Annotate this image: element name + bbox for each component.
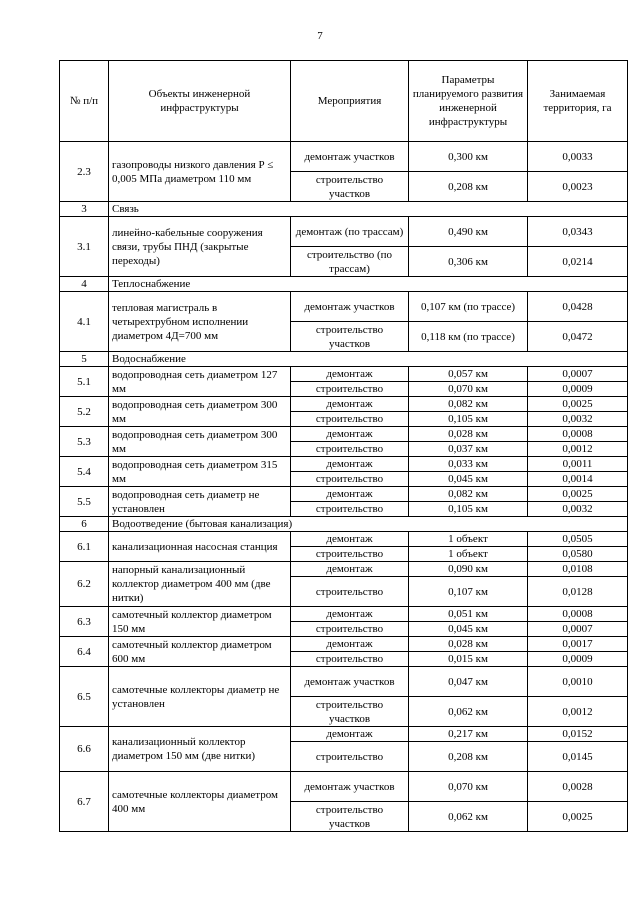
section-row (60, 352, 628, 367)
item-territory: 0,0008 (528, 427, 628, 442)
item-action: строительство (291, 622, 409, 637)
table-row (60, 772, 628, 802)
item-parameter: 0,107 км (409, 577, 528, 607)
section-title: Водоотведение (бытовая канализация) (109, 517, 628, 532)
item-territory: 0,0032 (528, 502, 628, 517)
item-action: строительство (291, 502, 409, 517)
item-object: водопроводная сеть диаметром 315 мм (109, 457, 291, 487)
item-number: 4.1 (60, 292, 109, 352)
item-territory: 0,0032 (528, 412, 628, 427)
item-parameter: 0,208 км (409, 742, 528, 772)
item-parameter: 0,118 км (по трассе) (409, 322, 528, 352)
item-action: строительство участков (291, 697, 409, 727)
item-territory: 0,0033 (528, 142, 628, 172)
item-action: демонтаж участков (291, 667, 409, 697)
item-action: строительство участков (291, 172, 409, 202)
item-object: самотечные коллекторы диаметр не установлен (109, 667, 291, 727)
item-number: 5.4 (60, 457, 109, 487)
item-action: демонтаж (291, 727, 409, 742)
item-action: строительство (291, 442, 409, 457)
item-number: 6.1 (60, 532, 109, 562)
item-parameter: 0,306 км (409, 247, 528, 277)
item-action: строительство (291, 382, 409, 397)
item-object: газопроводы низкого давления Р ≤ 0,005 МПа диаметром 110 мм (109, 142, 291, 202)
item-action: строительство (291, 472, 409, 487)
item-territory: 0,0343 (528, 217, 628, 247)
table-row (60, 637, 628, 652)
item-parameter: 0,028 км (409, 637, 528, 652)
item-territory: 0,0014 (528, 472, 628, 487)
item-action: демонтаж (291, 367, 409, 382)
infrastructure-table (59, 60, 628, 832)
item-action: строительство (291, 652, 409, 667)
item-object: водопроводная сеть диаметром 127 мм (109, 367, 291, 397)
item-action: демонтаж (291, 457, 409, 472)
item-action: строительство (по трассам) (291, 247, 409, 277)
header-object: Объекты инженерной инфраструктуры (109, 61, 291, 142)
section-number: 6 (60, 517, 109, 532)
item-object: самотечный коллектор диаметром 150 мм (109, 607, 291, 637)
item-action: строительство участков (291, 802, 409, 832)
item-parameter: 0,070 км (409, 382, 528, 397)
item-number: 2.3 (60, 142, 109, 202)
item-action: демонтаж (291, 562, 409, 577)
item-number: 5.2 (60, 397, 109, 427)
page-number: 7 (317, 30, 323, 42)
item-territory: 0,0472 (528, 322, 628, 352)
table-header-row (60, 61, 628, 142)
table-body (60, 142, 628, 832)
item-territory: 0,0145 (528, 742, 628, 772)
section-number: 4 (60, 277, 109, 292)
item-parameter: 0,070 км (409, 772, 528, 802)
item-territory: 0,0025 (528, 802, 628, 832)
item-action: демонтаж (291, 397, 409, 412)
table-row (60, 562, 628, 577)
item-parameter: 0,217 км (409, 727, 528, 742)
section-row (60, 202, 628, 217)
item-territory: 0,0152 (528, 727, 628, 742)
item-parameter: 0,051 км (409, 607, 528, 622)
table-row (60, 457, 628, 472)
item-number: 5.1 (60, 367, 109, 397)
item-territory: 0,0010 (528, 667, 628, 697)
item-action: строительство (291, 412, 409, 427)
item-number: 6.5 (60, 667, 109, 727)
item-object: водопроводная сеть диаметром 300 мм (109, 397, 291, 427)
table-row (60, 607, 628, 622)
table-row (60, 397, 628, 412)
item-object: водопроводная сеть диаметром 300 мм (109, 427, 291, 457)
header-num: № п/п (60, 61, 109, 142)
item-territory: 0,0017 (528, 637, 628, 652)
item-number: 6.2 (60, 562, 109, 607)
table-row (60, 487, 628, 502)
item-number: 5.3 (60, 427, 109, 457)
table-row (60, 727, 628, 742)
header-action: Мероприятия (291, 61, 409, 142)
item-parameter: 0,082 км (409, 487, 528, 502)
item-territory: 0,0128 (528, 577, 628, 607)
section-number: 3 (60, 202, 109, 217)
item-parameter: 0,090 км (409, 562, 528, 577)
item-parameter: 0,047 км (409, 667, 528, 697)
item-territory: 0,0007 (528, 622, 628, 637)
table-row (60, 367, 628, 382)
item-action: демонтаж (по трассам) (291, 217, 409, 247)
header-territory: Занимаемая территория, га (528, 61, 628, 142)
item-parameter: 0,208 км (409, 172, 528, 202)
item-action: строительство (291, 742, 409, 772)
header-params: Параметры планируемого развития инженерной инфраструктуры (409, 61, 528, 142)
table-row (60, 217, 628, 247)
section-title: Связь (109, 202, 628, 217)
item-object: линейно-кабельные сооружения связи, трубы ПНД (закрытые переходы) (109, 217, 291, 277)
item-parameter: 1 объект (409, 532, 528, 547)
item-territory: 0,0428 (528, 292, 628, 322)
item-number: 5.5 (60, 487, 109, 517)
item-action: демонтаж участков (291, 292, 409, 322)
item-territory: 0,0023 (528, 172, 628, 202)
item-number: 3.1 (60, 217, 109, 277)
item-parameter: 0,015 км (409, 652, 528, 667)
item-action: демонтаж (291, 532, 409, 547)
section-row (60, 277, 628, 292)
item-number: 6.6 (60, 727, 109, 772)
item-number: 6.3 (60, 607, 109, 637)
item-action: демонтаж (291, 427, 409, 442)
item-parameter: 0,045 км (409, 622, 528, 637)
item-number: 6.7 (60, 772, 109, 832)
item-parameter: 0,105 км (409, 412, 528, 427)
item-territory: 0,0025 (528, 397, 628, 412)
item-action: строительство (291, 547, 409, 562)
item-object: канализационная насосная станция (109, 532, 291, 562)
item-parameter: 0,028 км (409, 427, 528, 442)
item-parameter: 0,033 км (409, 457, 528, 472)
item-territory: 0,0012 (528, 697, 628, 727)
section-title: Водоснабжение (109, 352, 628, 367)
item-parameter: 1 объект (409, 547, 528, 562)
item-number: 6.4 (60, 637, 109, 667)
item-territory: 0,0009 (528, 652, 628, 667)
item-parameter: 0,300 км (409, 142, 528, 172)
item-object: тепловая магистраль в четырехтрубном исполнении диаметром 4Д=700 мм (109, 292, 291, 352)
item-action: строительство участков (291, 322, 409, 352)
item-action: демонтаж (291, 637, 409, 652)
item-territory: 0,0505 (528, 532, 628, 547)
section-row (60, 517, 628, 532)
item-object: самотечный коллектор диаметром 600 мм (109, 637, 291, 667)
table-row (60, 427, 628, 442)
section-title: Теплоснабжение (109, 277, 628, 292)
table-row (60, 532, 628, 547)
item-parameter: 0,037 км (409, 442, 528, 457)
item-territory: 0,0025 (528, 487, 628, 502)
item-parameter: 0,062 км (409, 802, 528, 832)
item-parameter: 0,107 км (по трассе) (409, 292, 528, 322)
item-object: водопроводная сеть диаметр не установлен (109, 487, 291, 517)
item-parameter: 0,105 км (409, 502, 528, 517)
item-parameter: 0,057 км (409, 367, 528, 382)
table-row (60, 142, 628, 172)
item-territory: 0,0009 (528, 382, 628, 397)
table-row (60, 667, 628, 697)
item-territory: 0,0028 (528, 772, 628, 802)
item-territory: 0,0008 (528, 607, 628, 622)
item-territory: 0,0108 (528, 562, 628, 577)
item-object: канализационный коллектор диаметром 150 мм (две нитки) (109, 727, 291, 772)
item-action: демонтаж (291, 607, 409, 622)
item-territory: 0,0214 (528, 247, 628, 277)
item-parameter: 0,490 км (409, 217, 528, 247)
item-action: демонтаж участков (291, 772, 409, 802)
item-territory: 0,0580 (528, 547, 628, 562)
item-territory: 0,0012 (528, 442, 628, 457)
item-action: строительство (291, 577, 409, 607)
item-parameter: 0,045 км (409, 472, 528, 487)
item-territory: 0,0007 (528, 367, 628, 382)
item-parameter: 0,062 км (409, 697, 528, 727)
table-row (60, 292, 628, 322)
item-action: демонтаж участков (291, 142, 409, 172)
item-action: демонтаж (291, 487, 409, 502)
item-parameter: 0,082 км (409, 397, 528, 412)
item-territory: 0,0011 (528, 457, 628, 472)
item-object: напорный канализационный коллектор диаметром 400 мм (две нитки) (109, 562, 291, 607)
section-number: 5 (60, 352, 109, 367)
item-object: самотечные коллекторы диаметром 400 мм (109, 772, 291, 832)
